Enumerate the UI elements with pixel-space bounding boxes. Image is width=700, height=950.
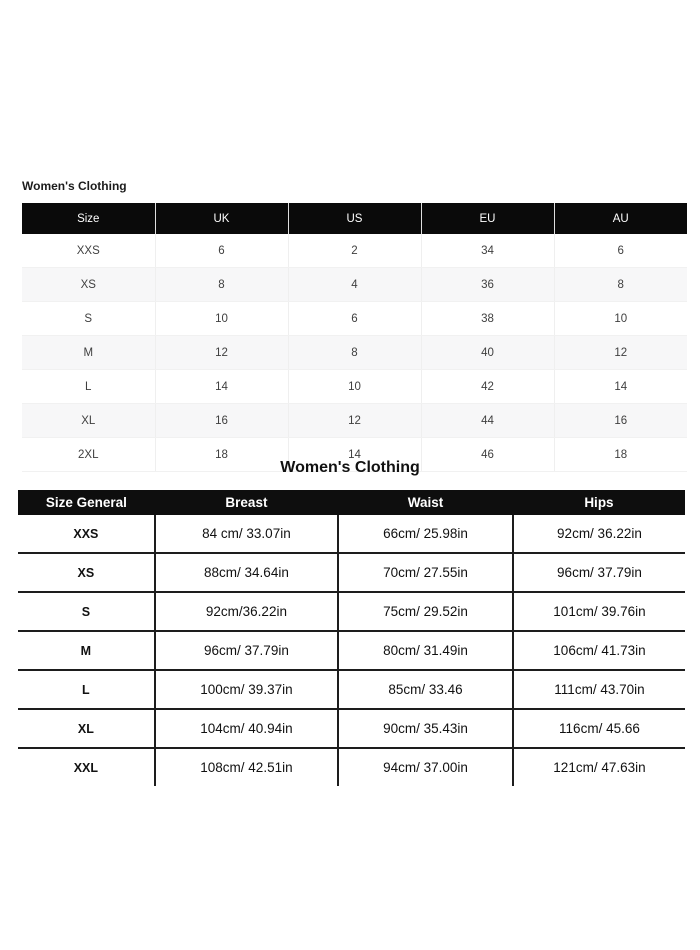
value-cell: 92cm/ 36.22in — [513, 515, 685, 553]
value-cell: 75cm/ 29.52in — [338, 592, 513, 631]
value-cell: 96cm/ 37.79in — [513, 553, 685, 592]
value-cell: 18 — [155, 438, 288, 472]
size-cell: S — [22, 302, 155, 336]
size-cell: XXS — [22, 234, 155, 268]
value-cell: 84 cm/ 33.07in — [155, 515, 338, 553]
value-cell: 66cm/ 25.98in — [338, 515, 513, 553]
size-cell: XL — [18, 709, 155, 748]
value-cell: 8 — [155, 268, 288, 302]
value-cell: 44 — [421, 404, 554, 438]
value-cell: 14 — [554, 370, 687, 404]
value-cell: 14 — [155, 370, 288, 404]
value-cell: 38 — [421, 302, 554, 336]
column-header-breast: Breast — [155, 490, 338, 515]
header-row — [22, 203, 687, 234]
header-row — [18, 490, 685, 515]
value-cell: 85cm/ 33.46 — [338, 670, 513, 709]
value-cell: 94cm/ 37.00in — [338, 748, 513, 786]
value-cell: 96cm/ 37.79in — [155, 631, 338, 670]
value-cell: 12 — [155, 336, 288, 370]
column-header-hips: Hips — [513, 490, 685, 515]
size-cell: L — [22, 370, 155, 404]
column-header-waist: Waist — [338, 490, 513, 515]
size-conversion-table-body — [22, 234, 687, 472]
value-cell: 100cm/ 39.37in — [155, 670, 338, 709]
value-cell: 92cm/36.22in — [155, 592, 338, 631]
size-cell: L — [18, 670, 155, 709]
measurements-table — [18, 490, 685, 786]
size-conversion-table — [22, 203, 687, 472]
table-row — [18, 592, 685, 631]
table-row — [18, 709, 685, 748]
size-cell: XXS — [18, 515, 155, 553]
value-cell: 18 — [554, 438, 687, 472]
table-row — [18, 515, 685, 553]
value-cell: 90cm/ 35.43in — [338, 709, 513, 748]
value-cell: 4 — [288, 268, 421, 302]
value-cell: 36 — [421, 268, 554, 302]
value-cell: 80cm/ 31.49in — [338, 631, 513, 670]
value-cell: 8 — [554, 268, 687, 302]
value-cell: 70cm/ 27.55in — [338, 553, 513, 592]
size-conversion-table-container — [22, 203, 687, 472]
size-cell: S — [18, 592, 155, 631]
table-row — [18, 631, 685, 670]
value-cell: 104cm/ 40.94in — [155, 709, 338, 748]
column-header-eu: EU — [421, 203, 554, 234]
value-cell: 6 — [155, 234, 288, 268]
size-cell: M — [18, 631, 155, 670]
value-cell: 16 — [155, 404, 288, 438]
value-cell: 121cm/ 47.63in — [513, 748, 685, 786]
column-header-size-general: Size General — [18, 490, 155, 515]
value-cell: 6 — [554, 234, 687, 268]
value-cell: 6 — [288, 302, 421, 336]
size-cell: XS — [22, 268, 155, 302]
value-cell: 111cm/ 43.70in — [513, 670, 685, 709]
size-cell: XL — [22, 404, 155, 438]
table-row — [22, 404, 687, 438]
value-cell: 101cm/ 39.76in — [513, 592, 685, 631]
value-cell: 88cm/ 34.64in — [155, 553, 338, 592]
table-row — [18, 670, 685, 709]
value-cell: 108cm/ 42.51in — [155, 748, 338, 786]
column-header-size: Size — [22, 203, 155, 234]
value-cell: 42 — [421, 370, 554, 404]
table-row — [22, 336, 687, 370]
value-cell: 2 — [288, 234, 421, 268]
value-cell: 106cm/ 41.73in — [513, 631, 685, 670]
value-cell: 10 — [155, 302, 288, 336]
value-cell: 10 — [288, 370, 421, 404]
value-cell: 40 — [421, 336, 554, 370]
table-row — [22, 268, 687, 302]
table-row — [18, 748, 685, 786]
measurements-table-container — [18, 490, 685, 786]
size-cell: 2XL — [22, 438, 155, 472]
size-cell: XXL — [73, 760, 99, 775]
column-header-au: AU — [554, 203, 687, 234]
value-cell: 116cm/ 45.66 — [513, 709, 685, 748]
table-row — [22, 370, 687, 404]
value-cell: 8 — [288, 336, 421, 370]
value-cell: 12 — [554, 336, 687, 370]
size-cell: M — [22, 336, 155, 370]
value-cell: 14 — [288, 438, 421, 472]
value-cell: 34 — [421, 234, 554, 268]
column-header-uk: UK — [155, 203, 288, 234]
value-cell: 16 — [554, 404, 687, 438]
value-cell: 46 — [421, 438, 554, 472]
size-conversion-table-head — [22, 203, 687, 234]
column-header-us: US — [288, 203, 421, 234]
value-cell: 10 — [554, 302, 687, 336]
table-row — [18, 553, 685, 592]
size-cell: XS — [18, 553, 155, 592]
measurements-table-body — [18, 515, 685, 786]
value-cell: 12 — [288, 404, 421, 438]
table-row — [22, 234, 687, 268]
size-conversion-table-label: Women's Clothing — [22, 179, 127, 193]
measurements-table-head — [18, 490, 685, 515]
table-row — [22, 302, 687, 336]
measurements-table-title: Women's Clothing — [280, 459, 420, 476]
